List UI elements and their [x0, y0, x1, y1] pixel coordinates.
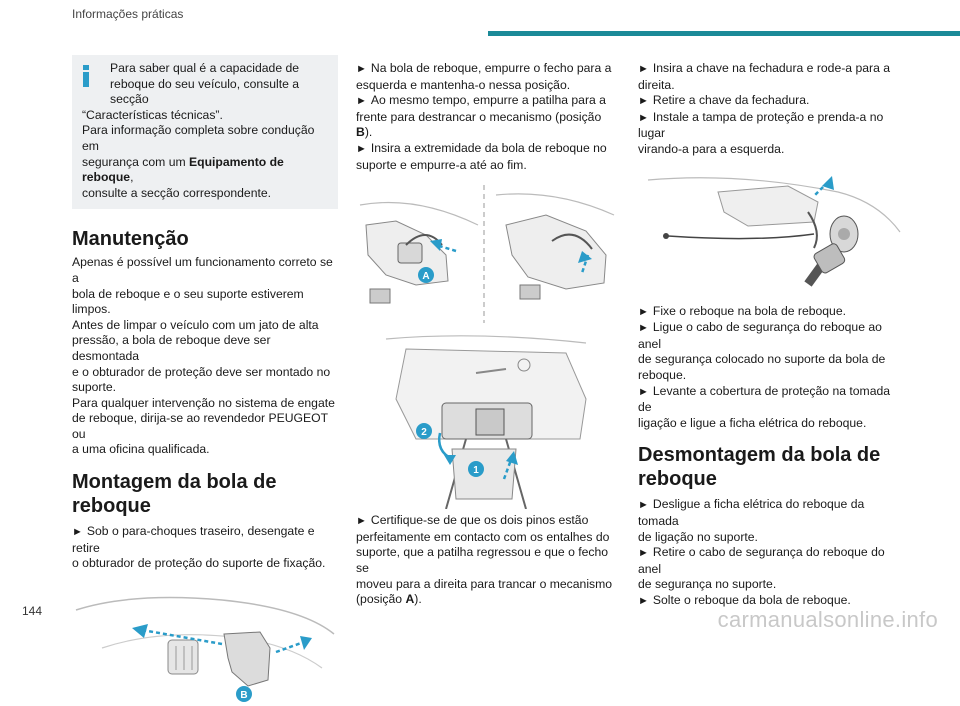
callout-a-label: A [422, 271, 430, 283]
body-line: Para qualquer intervenção no sistema de engate [72, 395, 335, 410]
step-line: reboque. [638, 367, 687, 382]
connection-steps [638, 304, 906, 432]
figure-towball-latch [356, 185, 620, 323]
header-title: Informações práticas [72, 7, 184, 21]
step-line: ► Insira a chave na fechadura e rode-a para a [638, 61, 891, 75]
step-line: esquerda e mantenha-o nessa posição. [356, 77, 571, 92]
body-line: suporte. [72, 380, 117, 395]
step-line: suporte, que a patilha regressou e que o fecho se [356, 545, 609, 575]
info-text: Para saber qual é a capacidade de [110, 61, 300, 75]
step-line: ► Desligue a ficha elétrica do reboque da tomada [638, 497, 865, 528]
body-line: Apenas é possível um funcionamento correto se a [72, 255, 333, 285]
body-line: a uma oficina qualificada. [72, 442, 210, 457]
column-3 [638, 55, 906, 609]
manutencao-body [72, 255, 338, 458]
step-line: de segurança no suporte. [638, 577, 777, 592]
info-text: consulte a secção correspondente. [82, 185, 272, 200]
watermark: carmanualsonline.info [717, 607, 938, 632]
callout-1-label: 1 [473, 465, 479, 477]
step-line: ► Sob o para-choques traseiro, desengate e retire [72, 524, 315, 555]
info-text: Para informação completa sobre condução em [82, 123, 315, 153]
step-line: direita. [638, 77, 675, 92]
column-2 [356, 55, 620, 608]
header-accent-bar [488, 31, 960, 36]
callout-2-label: 2 [421, 427, 427, 439]
step-line: frente para destrancar o mecanismo (posição B). [356, 109, 602, 140]
step-line: (posição A). [356, 592, 422, 607]
section-title-desmontagem: Desmontagem da bola de reboque [638, 444, 881, 491]
body-line: e o obturador de proteção deve ser montado no [72, 364, 331, 379]
step-line: ► Na bola de reboque, empurre o fecho para a [356, 61, 612, 75]
after-text [356, 513, 620, 608]
step-line: ligação e ligue a ficha elétrica do reboque. [638, 415, 867, 430]
step-line: de ligação no suporte. [638, 529, 758, 544]
step-line: perfeitamente em contacto com os entalhes do [356, 529, 610, 544]
step-line: ► Fixe o reboque na bola de reboque. [638, 303, 847, 318]
step-line: ► Ligue o cabo de segurança do reboque ao anel [638, 320, 882, 351]
figure-protective-cover [72, 588, 338, 706]
step-line: ► Instale a tampa de proteção e prenda-a no lugar [638, 109, 884, 141]
figure-trailer-connection [638, 172, 906, 294]
figure-connection-drawing [638, 172, 906, 294]
step-line: ► Levante a cobertura de proteção na tomada de [638, 383, 891, 415]
step-line: moveu para a direita para trancar o mecanismo [356, 576, 613, 591]
body-line: bola de reboque e o seu suporte estiverem limpos. [72, 286, 304, 317]
step-line: ► Retire o cabo de segurança do reboque do anel [638, 545, 885, 576]
step-line: o obturador de proteção do suporte de fixação. [72, 556, 326, 571]
step-line: virando-a para a esquerda. [638, 141, 785, 156]
info-text: reboque do seu veículo, consulte a secção [110, 76, 300, 107]
info-text: segurança com um Equipamento de reboque, [82, 154, 284, 185]
step-line: suporte e empurre-a até ao fim. [356, 157, 527, 172]
info-icon [82, 65, 90, 87]
step-line: ► Insira a extremidade da bola de reboque no [356, 140, 607, 155]
step-line: ► Certifique-se de que os dois pinos estão [356, 513, 589, 528]
figure-towball-insert [356, 329, 620, 509]
page-number: 144 [22, 604, 43, 618]
step-line: ► Solte o reboque da bola de reboque. [638, 592, 851, 607]
section-title-manutencao: Manutenção [72, 228, 189, 251]
info-text: “Características técnicas”. [82, 107, 223, 122]
step-line: ► Retire a chave da fechadura. [638, 93, 810, 108]
figure-latch-drawing [356, 185, 620, 323]
figure-insert-drawing [356, 329, 620, 509]
body-line: pressão, a bola de reboque deve ser desmontada [72, 333, 271, 363]
column-1 [72, 55, 338, 706]
figure-cover-drawing [72, 588, 338, 706]
step-line: ► Ao mesmo tempo, empurre a patilha para a [356, 93, 606, 108]
body-line: Antes de limpar o veículo com um jato de alta [72, 317, 319, 332]
step-line: de segurança colocado no suporte da bola de [638, 352, 886, 367]
section-title-montagem: Montagem da bola de reboque [72, 471, 277, 518]
callout-b-label: B [240, 689, 248, 701]
info-box [72, 55, 338, 209]
body-line: de reboque, dirija-se ao revendedor PEUGEOT ou [72, 411, 328, 441]
